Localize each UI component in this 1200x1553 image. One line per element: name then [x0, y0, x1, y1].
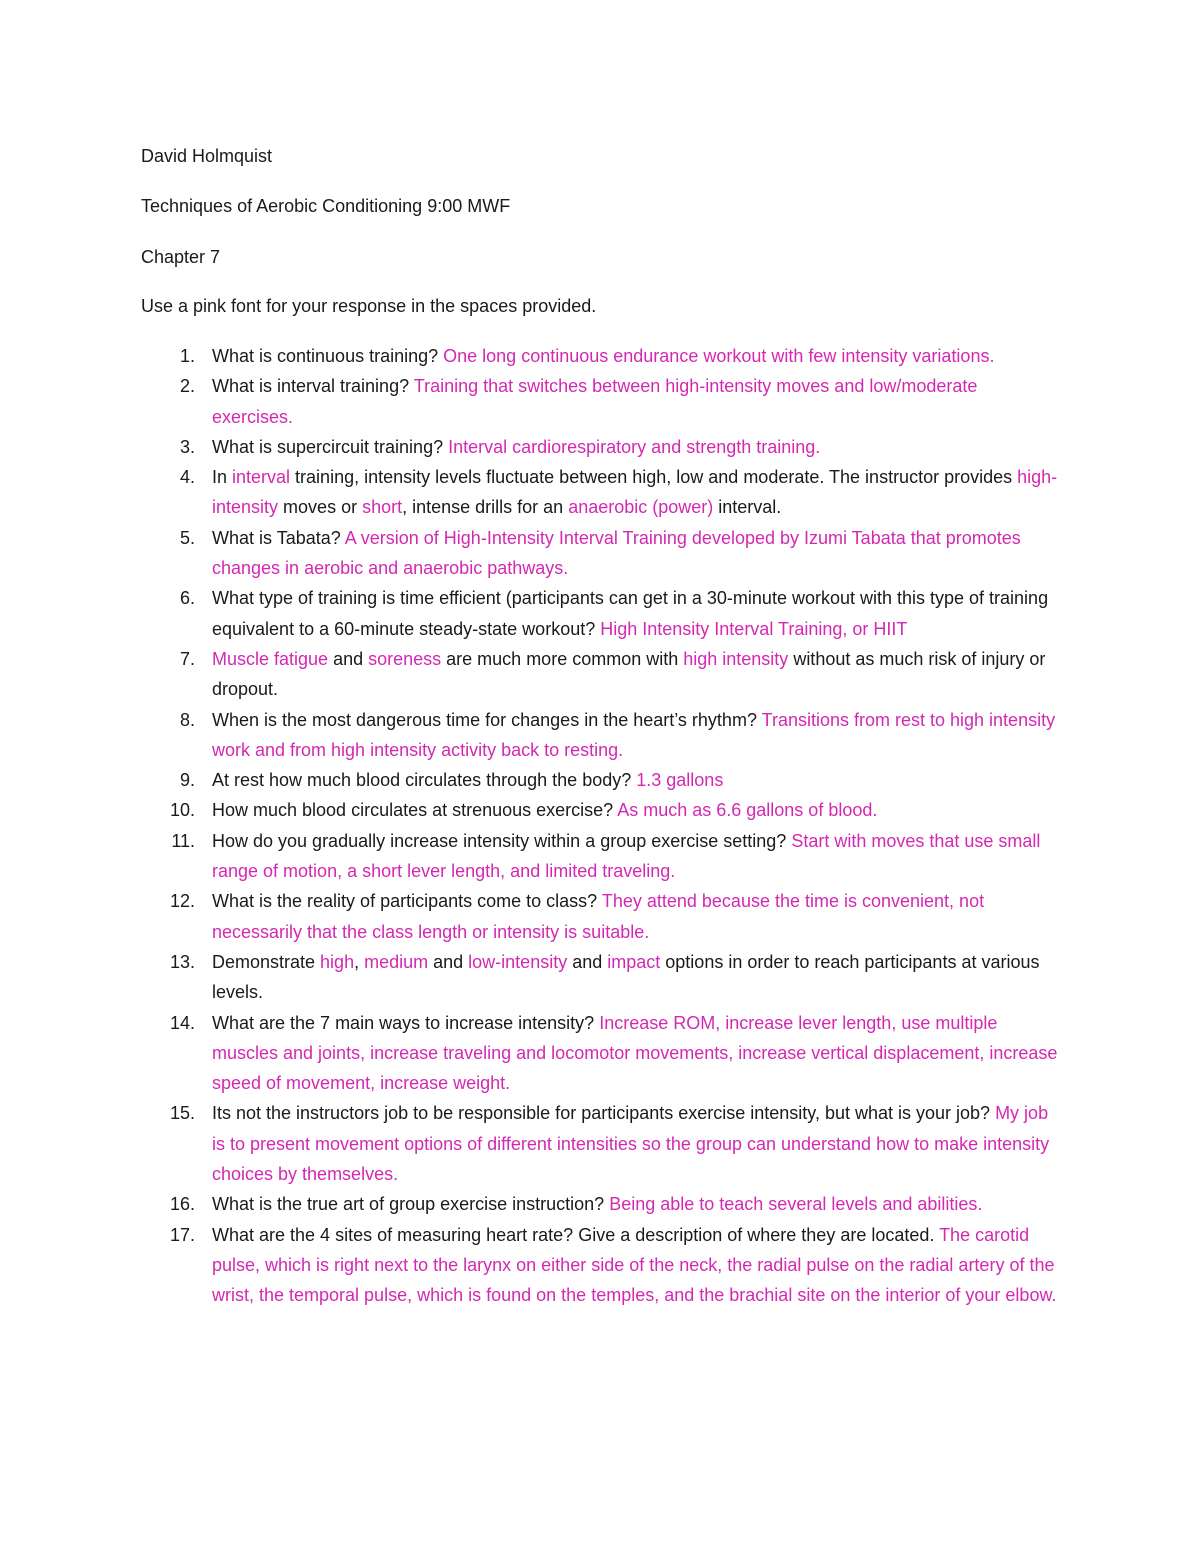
question-text: and: [428, 951, 469, 972]
author-name: David Holmquist: [141, 146, 273, 166]
question-number: 15.: [169, 1103, 195, 1124]
question-number: 12.: [169, 891, 195, 912]
answer-text: Training that switches between high-intensity moves and low/moderate exercises.: [212, 376, 978, 427]
question-item: [141, 826, 1061, 887]
answer-text: short: [362, 497, 403, 518]
question-number: 1.: [179, 346, 195, 366]
question-item: [141, 886, 1061, 947]
answer-text: high: [320, 951, 355, 972]
question-text: In: [212, 467, 233, 488]
question-text: What is continuous training?: [212, 346, 444, 366]
answer-text: Increase ROM, increase lever length, use multiple muscles and joints, increase traveling and locomotor movements, increase vertical displacement, increase speed of movement, increase weight.: [212, 1012, 1058, 1094]
answer-text: anaerobic (power): [568, 497, 714, 518]
answer-text: My job is to present movement options of different intensities so the group can understand how to make intensity choices by themselves.: [212, 1103, 1050, 1185]
question-item: [141, 705, 1061, 766]
question-text: At rest how much blood circulates through the body?: [212, 770, 637, 791]
course-title: Techniques of Aerobic Conditioning 9:00 MWF: [141, 196, 511, 216]
question-number: 11.: [171, 830, 195, 851]
question-item: [141, 795, 1061, 825]
question-list: [141, 341, 1061, 1311]
answer-text: Muscle fatigue: [212, 648, 329, 669]
question-text: What is the true art of group exercise instruction?: [212, 1194, 610, 1215]
question-number: 14.: [169, 1012, 195, 1033]
question-text: without as much risk of injury or dropout.: [212, 648, 1046, 700]
question-item: [141, 947, 1061, 1008]
question-item: [141, 1008, 1061, 1099]
question-text: Its not the instructors job to be responsible for participants exercise intensity, but what is your job?: [212, 1103, 996, 1124]
question-text: , intense drills for an: [402, 497, 569, 518]
answer-text: Interval cardiorespiratory and strength training.: [448, 436, 821, 457]
answer-text: 1.3 gallons: [636, 770, 724, 791]
question-text: and: [328, 648, 369, 669]
question-item: [141, 765, 1061, 795]
question-item: [141, 523, 1061, 584]
question-item: [141, 1098, 1061, 1189]
question-item: [141, 1220, 1061, 1311]
question-number: 2.: [179, 376, 195, 397]
answer-text: Being able to teach several levels and abilities.: [609, 1194, 983, 1215]
question-text: What is Tabata?: [212, 527, 345, 548]
question-item: [141, 644, 1061, 705]
question-number: 16.: [169, 1194, 195, 1215]
question-number: 17.: [169, 1224, 195, 1245]
question-text: What type of training is time efficient (participants can get in a 30-minute workout with this type of training equivalent to a 60-minute steady-state workout?: [212, 588, 1049, 639]
question-text: When is the most dangerous time for changes in the heart’s rhythm?: [212, 709, 762, 730]
question-text: How much blood circulates at strenuous exercise?: [212, 800, 618, 821]
answer-text: One long continuous endurance workout with few intensity variations.: [443, 346, 995, 366]
question-number: 3.: [179, 436, 195, 457]
answer-text: Transitions from rest to high intensity work and from high intensity activity back to resting.: [212, 709, 1056, 760]
answer-text: soreness: [368, 648, 442, 669]
question-text: are much more common with: [441, 648, 684, 669]
question-text: What are the 4 sites of measuring heart rate? Give a description of where they are located.: [212, 1224, 940, 1245]
question-text: Demonstrate: [212, 951, 321, 972]
question-number: 4.: [179, 467, 195, 488]
question-item: [141, 432, 1061, 462]
question-number: 5.: [179, 527, 195, 548]
question-text: moves or: [278, 497, 363, 518]
question-text: interval.: [713, 497, 782, 518]
instructions-text: Use a pink font for your response in the spaces provided.: [141, 296, 597, 316]
answer-text: high intensity: [683, 648, 789, 669]
question-number: 13.: [169, 951, 195, 972]
answer-text: A version of High-Intensity Interval Training developed by Izumi Tabata that promotes changes in aerobic and anaerobic pathways.: [212, 527, 1021, 579]
question-text: ,: [354, 951, 365, 972]
question-text: options in order to reach participants at various levels.: [212, 951, 1040, 1003]
answer-text: impact: [607, 951, 661, 972]
question-text: What is interval training?: [212, 376, 414, 397]
question-item: [141, 462, 1061, 523]
question-text: How do you gradually increase intensity within a group exercise setting?: [212, 830, 792, 851]
question-number: 7.: [179, 648, 195, 669]
chapter-label: Chapter 7: [141, 247, 221, 267]
answer-text: Start with moves that use small range of motion, a short lever length, and limited traveling.: [212, 830, 1041, 882]
question-text: What are the 7 main ways to increase intensity?: [212, 1012, 600, 1033]
answer-text: medium: [364, 951, 429, 972]
question-item: [141, 371, 1061, 432]
question-text: training, intensity levels fluctuate between high, low and moderate. The instructor provides: [290, 467, 1018, 488]
question-text: What is supercircuit training?: [212, 436, 449, 457]
question-text: What is the reality of participants come to class?: [212, 891, 602, 912]
question-text: and: [567, 951, 608, 972]
answer-text: The carotid pulse, which is right next to the larynx on either side of the neck, the radial pulse on the radial artery of the wrist, the temporal pulse, which is found on the temples, and the brachial site on the interior of your elbow.: [212, 1224, 1057, 1306]
question-item: [141, 1189, 1061, 1219]
answer-text: High Intensity Interval Training, or HIIT: [600, 618, 908, 639]
answer-text: They attend because the time is convenient, not necessarily that the class length or intensity is suitable.: [212, 891, 985, 942]
question-number: 8.: [179, 709, 195, 730]
question-item: [141, 583, 1061, 644]
answer-text: interval: [232, 467, 291, 488]
answer-text: As much as 6.6 gallons of blood.: [617, 800, 878, 821]
answer-text: high-intensity: [212, 467, 1058, 518]
question-item: [141, 341, 1061, 371]
question-number: 6.: [179, 588, 195, 609]
question-number: 10.: [169, 800, 195, 821]
answer-text: low-intensity: [468, 951, 568, 972]
question-number: 9.: [179, 770, 195, 791]
